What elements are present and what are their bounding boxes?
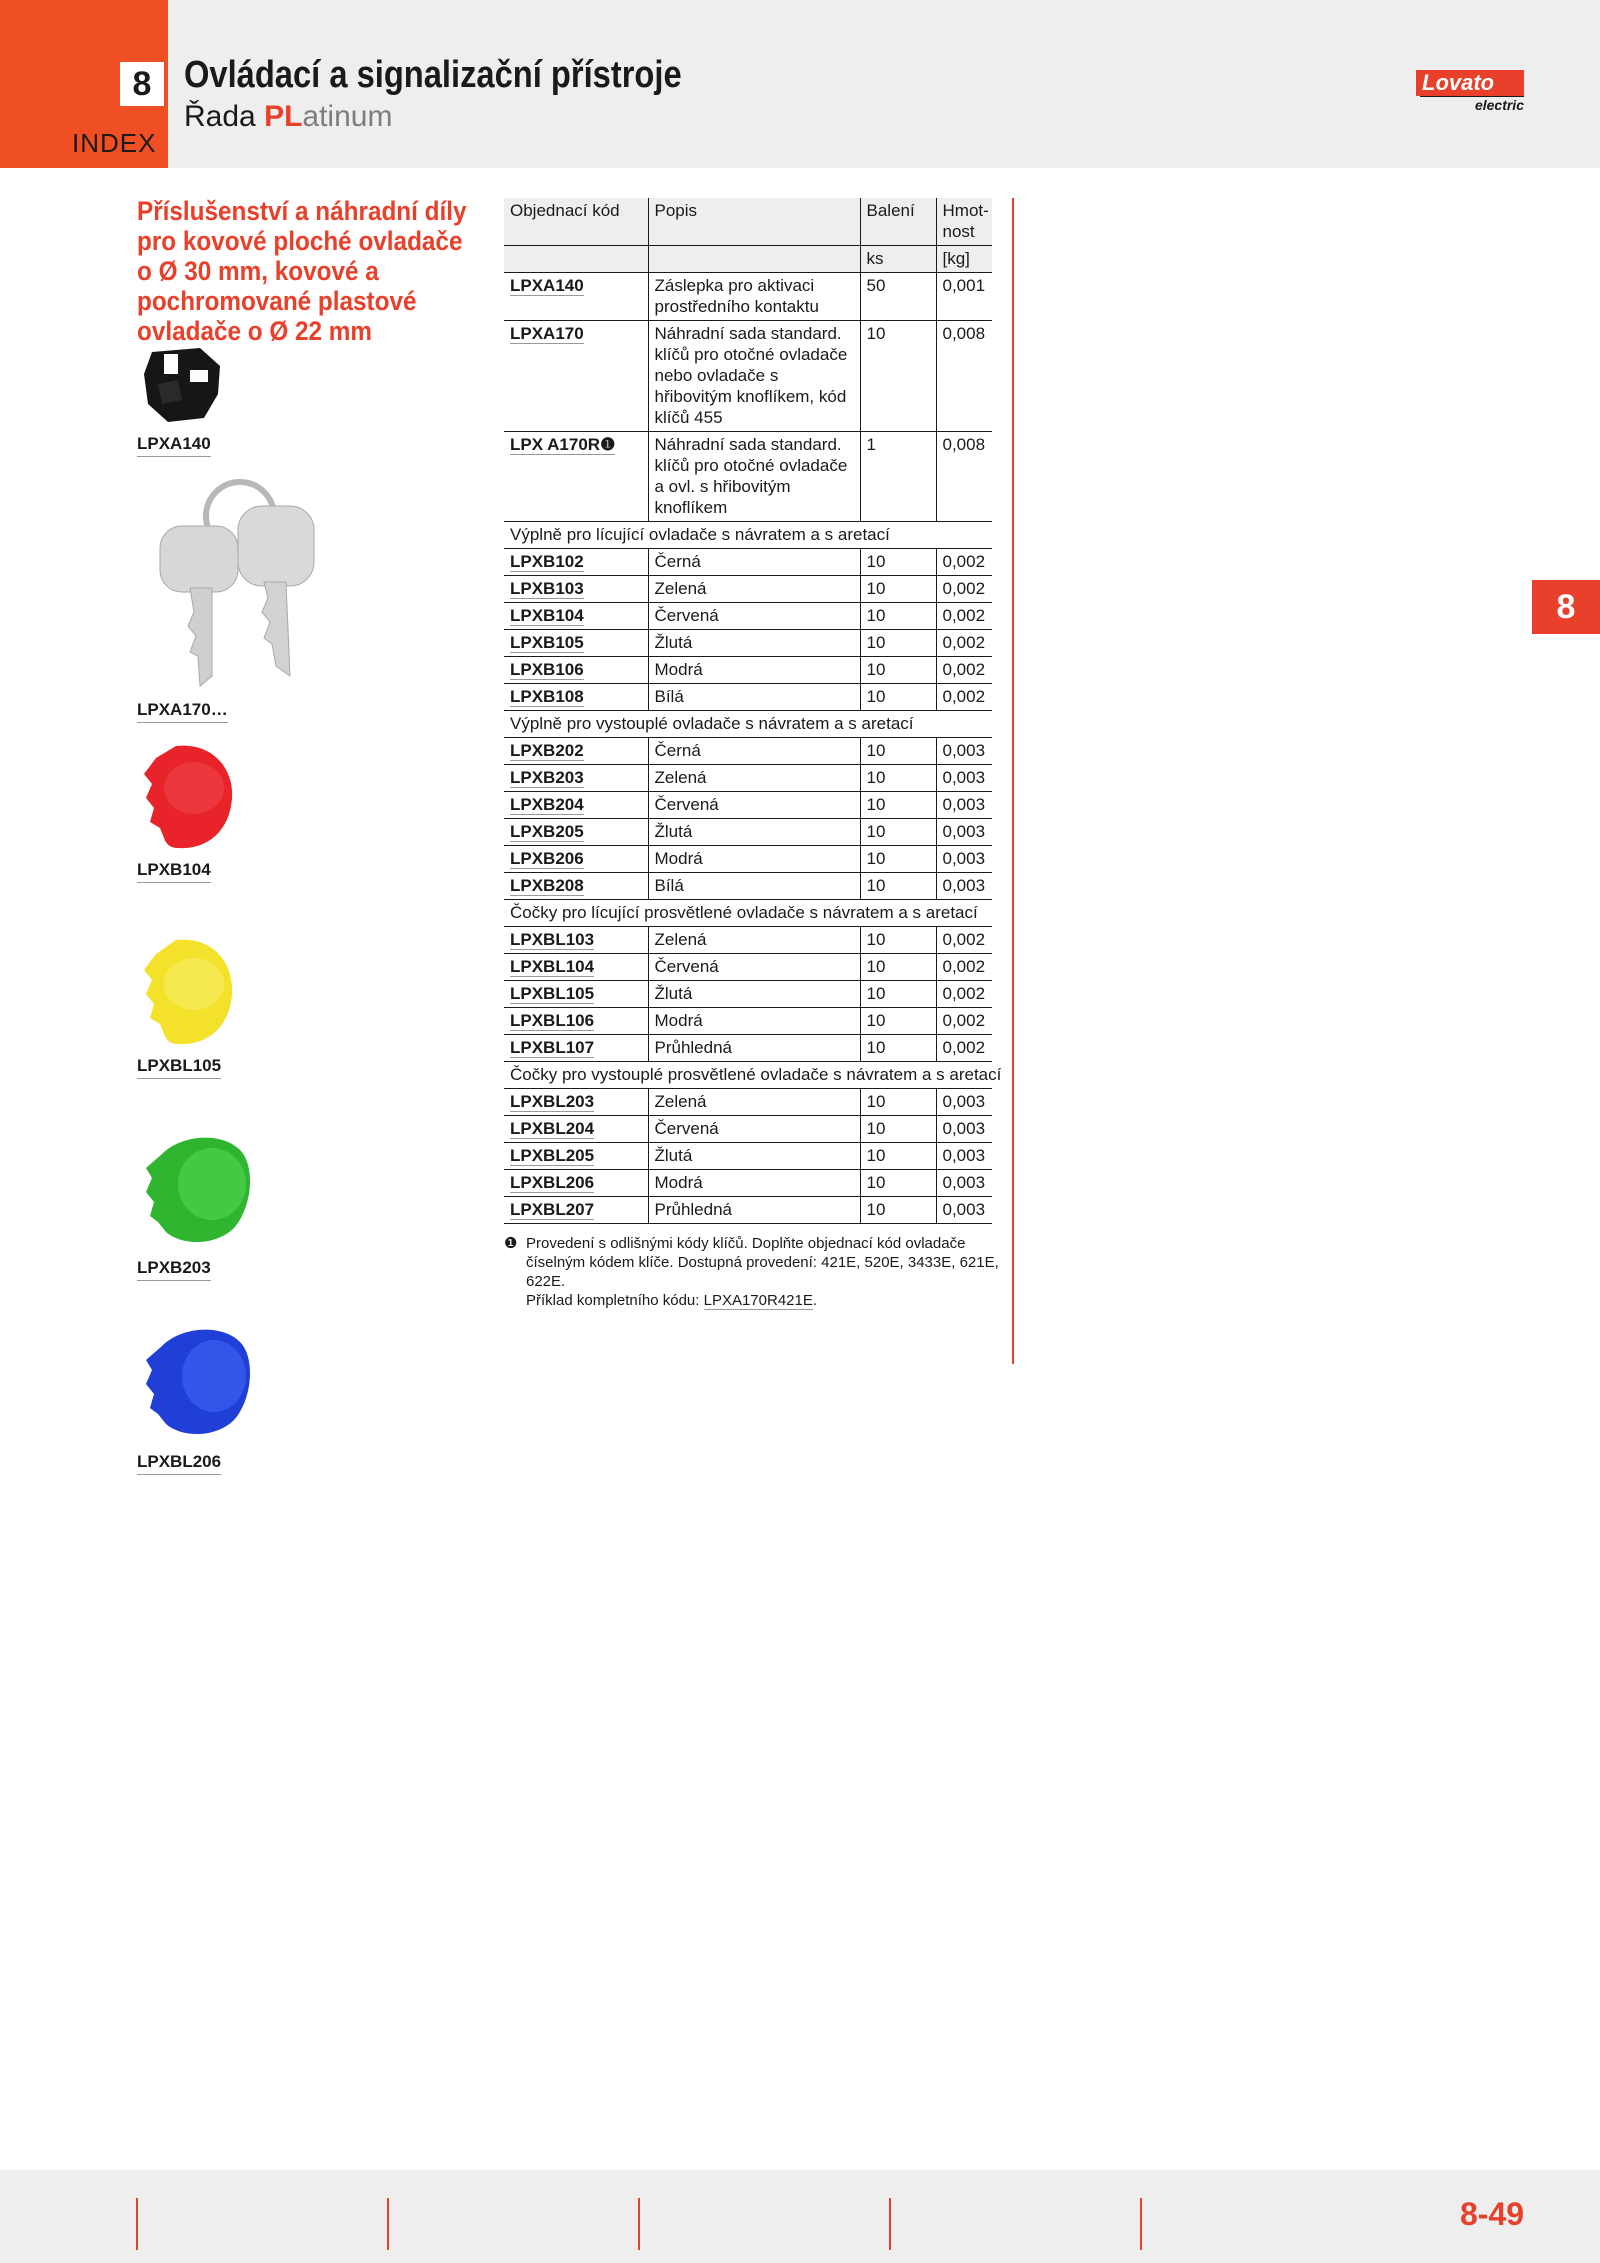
page-footer xyxy=(0,2170,1600,2263)
cell-code xyxy=(504,1089,648,1116)
order-code[interactable]: LPXB103 xyxy=(510,579,584,598)
cell-pack: 50 xyxy=(860,273,936,321)
heading-line: ovladače o Ø 22 mm xyxy=(137,316,373,346)
keys-icon xyxy=(140,476,340,690)
table-row xyxy=(504,1143,992,1170)
black-adapter-icon xyxy=(138,344,224,426)
cell-weight: 0,003 xyxy=(936,1089,992,1116)
cell-code xyxy=(504,873,648,900)
order-code[interactable]: LPXB202 xyxy=(510,741,584,760)
cell-code xyxy=(504,432,648,522)
cell-desc: Černá xyxy=(648,738,860,765)
table-header-row xyxy=(504,198,992,246)
table-row xyxy=(504,603,992,630)
footnote xyxy=(504,1234,1004,1310)
cell-weight: 0,002 xyxy=(936,630,992,657)
cell-pack: 10 xyxy=(860,1008,936,1035)
cell-code xyxy=(504,1143,648,1170)
cell-desc: Průhledná xyxy=(648,1197,860,1224)
table-row xyxy=(504,1089,992,1116)
order-code[interactable]: LPXB205 xyxy=(510,822,584,841)
product-table xyxy=(504,198,1002,1224)
cell-weight: 0,002 xyxy=(936,603,992,630)
cell-weight: 0,003 xyxy=(936,1197,992,1224)
heading-line: Příslušenství a náhradní díly xyxy=(137,196,467,226)
cell-pack: 10 xyxy=(860,657,936,684)
heading-line: pro kovové ploché ovladače xyxy=(137,226,463,256)
cell-desc: Modrá xyxy=(648,846,860,873)
unit-weight: [kg] xyxy=(936,246,992,273)
table-row xyxy=(504,273,992,321)
cell-code xyxy=(504,954,648,981)
cell-code xyxy=(504,1197,648,1224)
order-code[interactable]: LPXB108 xyxy=(510,687,584,706)
page-title: Ovládací a signalizační přístroje xyxy=(184,54,682,96)
order-code[interactable]: LPXA170 xyxy=(510,324,584,343)
order-code[interactable]: LPXB204 xyxy=(510,795,584,814)
cell-weight: 0,008 xyxy=(936,321,992,432)
cell-pack: 10 xyxy=(860,927,936,954)
section-heading xyxy=(137,196,497,346)
cell-pack: 10 xyxy=(860,321,936,432)
table-row xyxy=(504,684,992,711)
footer-divider xyxy=(136,2198,138,2250)
index-tab[interactable] xyxy=(0,0,168,168)
cell-code xyxy=(504,684,648,711)
cell-pack: 10 xyxy=(860,819,936,846)
cell-weight: 0,002 xyxy=(936,549,992,576)
table-row xyxy=(504,1008,992,1035)
cell-pack: 10 xyxy=(860,846,936,873)
order-code[interactable]: LPXB102 xyxy=(510,552,584,571)
cell-pack: 10 xyxy=(860,1143,936,1170)
cell-pack: 10 xyxy=(860,1116,936,1143)
cell-code xyxy=(504,765,648,792)
cell-code xyxy=(504,1035,648,1062)
cell-desc: Modrá xyxy=(648,1008,860,1035)
product-label: LPXB203 xyxy=(137,1258,211,1281)
cell-code xyxy=(504,273,648,321)
cell-desc: Modrá xyxy=(648,1170,860,1197)
footer-divider xyxy=(1140,2198,1142,2250)
series-prefix: Řada xyxy=(184,100,265,133)
cell-pack: 1 xyxy=(860,432,936,522)
order-code[interactable]: LPXBL107 xyxy=(510,1038,595,1057)
product-label: LPXA140 xyxy=(137,434,211,457)
order-code[interactable]: LPXBL203 xyxy=(510,1092,595,1111)
cell-desc: Bílá xyxy=(648,873,860,900)
cell-code xyxy=(504,549,648,576)
cell-code xyxy=(504,321,648,432)
heading-line: o Ø 30 mm, kovové a xyxy=(137,256,379,286)
cell-desc: Náhradní sada standard. klíčů pro otočné ovladače nebo ovladače s hřibovitým knoflíkem, kód klíčů 455 xyxy=(648,321,860,432)
footnote-mark: ❶ xyxy=(504,1235,518,1252)
order-code[interactable]: LPXBL104 xyxy=(510,957,595,976)
group-heading-row xyxy=(504,711,992,738)
table-row xyxy=(504,1197,992,1224)
column-divider xyxy=(1012,198,1014,1364)
table-row xyxy=(504,981,992,1008)
cell-weight: 0,002 xyxy=(936,1008,992,1035)
cell-desc: Černá xyxy=(648,549,860,576)
cell-weight: 0,003 xyxy=(936,1170,992,1197)
col-header-weight: Hmot- nost xyxy=(936,198,992,246)
unit-pack: ks xyxy=(860,246,936,273)
table-row xyxy=(504,576,992,603)
red-cap-icon xyxy=(142,744,234,852)
series-rest: atinum xyxy=(302,100,393,133)
cell-code xyxy=(504,603,648,630)
cell-code xyxy=(504,927,648,954)
logo-brand: Lovato xyxy=(1416,70,1524,96)
table-row xyxy=(504,819,992,846)
col-header-code: Objednací kód xyxy=(504,198,648,246)
cell-pack: 10 xyxy=(860,603,936,630)
cell-desc: Zelená xyxy=(648,927,860,954)
cell-desc: Červená xyxy=(648,1116,860,1143)
order-code[interactable]: LPXBL103 xyxy=(510,930,595,949)
cell-weight: 0,002 xyxy=(936,954,992,981)
footer-divider xyxy=(387,2198,389,2250)
cell-desc: Zelená xyxy=(648,765,860,792)
table-row xyxy=(504,846,992,873)
footnote-example-prefix: Příklad kompletního kódu: xyxy=(526,1292,704,1309)
blue-lens-icon xyxy=(142,1326,254,1438)
cell-desc: Průhledná xyxy=(648,1035,860,1062)
cell-desc: Žlutá xyxy=(648,1143,860,1170)
cell-pack: 10 xyxy=(860,738,936,765)
series-pl: PL xyxy=(264,100,303,133)
cell-pack: 10 xyxy=(860,954,936,981)
cell-pack: 10 xyxy=(860,549,936,576)
table-row xyxy=(504,549,992,576)
cell-weight: 0,003 xyxy=(936,873,992,900)
cell-desc: Náhradní sada standard. klíčů pro otočné ovladače a ovl. s hřibovitým knoflíkem xyxy=(648,432,860,522)
cell-pack: 10 xyxy=(860,684,936,711)
col-header-desc: Popis xyxy=(648,198,860,246)
green-cap-icon xyxy=(142,1134,252,1246)
index-link[interactable]: INDEX xyxy=(72,128,157,158)
product-label: LPXB104 xyxy=(137,860,211,883)
order-code[interactable]: LPXBL205 xyxy=(510,1146,595,1165)
table-row xyxy=(504,432,992,522)
cell-desc: Červená xyxy=(648,954,860,981)
table-row xyxy=(504,1170,992,1197)
table-row xyxy=(504,927,992,954)
cell-weight: 0,001 xyxy=(936,273,992,321)
order-code[interactable]: LPXB105 xyxy=(510,633,584,652)
col-header-pack: Balení xyxy=(860,198,936,246)
cell-code xyxy=(504,657,648,684)
footnote-example-suffix: . xyxy=(812,1292,818,1309)
table-row xyxy=(504,630,992,657)
heading-line: pochromované plastové xyxy=(137,286,417,316)
cell-code xyxy=(504,819,648,846)
cell-weight: 0,002 xyxy=(936,657,992,684)
cell-code xyxy=(504,738,648,765)
cell-desc: Záslepka pro aktivaci prostředního kontaktu xyxy=(648,273,860,321)
table-row xyxy=(504,1035,992,1062)
group-heading-row xyxy=(504,522,992,549)
unit-desc xyxy=(648,246,860,273)
cell-weight: 0,003 xyxy=(936,846,992,873)
table-row xyxy=(504,792,992,819)
yellow-lens-icon xyxy=(142,938,234,1048)
table-units-row xyxy=(504,246,992,273)
order-code[interactable]: LPXB106 xyxy=(510,660,584,679)
cell-pack: 10 xyxy=(860,873,936,900)
cell-weight: 0,003 xyxy=(936,765,992,792)
cell-pack: 10 xyxy=(860,1197,936,1224)
cell-pack: 10 xyxy=(860,765,936,792)
page-number: 8-49 xyxy=(1460,2196,1525,2232)
cell-code xyxy=(504,576,648,603)
footer-divider xyxy=(889,2198,891,2250)
cell-weight: 0,008 xyxy=(936,432,992,522)
cell-weight: 0,002 xyxy=(936,927,992,954)
order-code[interactable]: LPXBL106 xyxy=(510,1011,595,1030)
cell-weight: 0,002 xyxy=(936,684,992,711)
chapter-tab[interactable]: 8 xyxy=(1532,580,1600,634)
cell-weight: 0,002 xyxy=(936,576,992,603)
order-code[interactable]: LPXB203 xyxy=(510,768,584,787)
cell-code xyxy=(504,630,648,657)
cell-weight: 0,003 xyxy=(936,1143,992,1170)
group-heading: Čočky pro lícující prosvětlené ovladače s návratem a s aretací xyxy=(504,900,992,927)
order-code[interactable]: LPXB208 xyxy=(510,876,584,895)
logo-sub: electric xyxy=(1420,96,1524,113)
cell-weight: 0,003 xyxy=(936,792,992,819)
cell-weight: 0,003 xyxy=(936,819,992,846)
footnote-body: Provedení s odlišnými kódy klíčů. Doplňte objednací kód ovladače číselným kódem klíče. Dostupná provedení: 421E, 520E, 3433E, 621E, 622E. xyxy=(526,1235,999,1290)
table-row xyxy=(504,738,992,765)
order-code[interactable]: LPXB104 xyxy=(510,606,584,625)
order-code[interactable]: LPXBL204 xyxy=(510,1119,595,1138)
footnote-example-code[interactable]: LPXA170R421E xyxy=(703,1292,813,1309)
order-code[interactable]: LPXA140 xyxy=(510,276,584,295)
cell-pack: 10 xyxy=(860,1170,936,1197)
order-code[interactable]: LPX A170R❶ xyxy=(510,435,616,454)
group-heading: Výplně pro vystouplé ovladače s návratem a s aretací xyxy=(504,711,992,738)
group-heading: Výplně pro lícující ovladače s návratem a s aretací xyxy=(504,522,992,549)
table-row xyxy=(504,765,992,792)
product-label: LPXBL105 xyxy=(137,1056,221,1079)
cell-desc: Žlutá xyxy=(648,981,860,1008)
cell-code xyxy=(504,846,648,873)
product-label: LPXBL206 xyxy=(137,1452,221,1475)
cell-weight: 0,002 xyxy=(936,981,992,1008)
table-row xyxy=(504,321,992,432)
cell-weight: 0,002 xyxy=(936,1035,992,1062)
lovato-logo xyxy=(1416,70,1524,113)
cell-code xyxy=(504,1116,648,1143)
cell-pack: 10 xyxy=(860,1035,936,1062)
group-heading: Čočky pro vystouplé prosvětlené ovladače s návratem a s aretací xyxy=(504,1062,992,1089)
cell-desc: Červená xyxy=(648,603,860,630)
cell-pack: 10 xyxy=(860,1089,936,1116)
cell-code xyxy=(504,1008,648,1035)
table-row xyxy=(504,954,992,981)
section-number: 8 xyxy=(120,62,164,106)
cell-desc: Žlutá xyxy=(648,630,860,657)
cell-desc: Modrá xyxy=(648,657,860,684)
group-heading-row xyxy=(504,900,992,927)
product-label: LPXA170… xyxy=(137,700,228,723)
cell-desc: Bílá xyxy=(648,684,860,711)
cell-code xyxy=(504,981,648,1008)
order-code[interactable]: LPXBL206 xyxy=(510,1173,595,1192)
footnote-text xyxy=(526,1234,1004,1310)
order-code[interactable]: LPXBL207 xyxy=(510,1200,595,1219)
cell-pack: 10 xyxy=(860,630,936,657)
cell-pack: 10 xyxy=(860,981,936,1008)
cell-code xyxy=(504,792,648,819)
product-table-wrap xyxy=(504,198,1002,1224)
order-code[interactable]: LPXBL105 xyxy=(510,984,595,1003)
cell-desc: Zelená xyxy=(648,576,860,603)
cell-pack: 10 xyxy=(860,792,936,819)
table-row xyxy=(504,657,992,684)
group-heading-row xyxy=(504,1062,992,1089)
cell-code xyxy=(504,1170,648,1197)
table-body xyxy=(504,273,1002,1224)
cell-weight: 0,003 xyxy=(936,1116,992,1143)
order-code[interactable]: LPXB206 xyxy=(510,849,584,868)
cell-weight: 0,003 xyxy=(936,738,992,765)
unit-code xyxy=(504,246,648,273)
series-subtitle xyxy=(184,100,392,134)
cell-desc: Červená xyxy=(648,792,860,819)
cell-desc: Zelená xyxy=(648,1089,860,1116)
footer-divider xyxy=(638,2198,640,2250)
table-row xyxy=(504,1116,992,1143)
table-row xyxy=(504,873,992,900)
cell-desc: Žlutá xyxy=(648,819,860,846)
cell-pack: 10 xyxy=(860,576,936,603)
